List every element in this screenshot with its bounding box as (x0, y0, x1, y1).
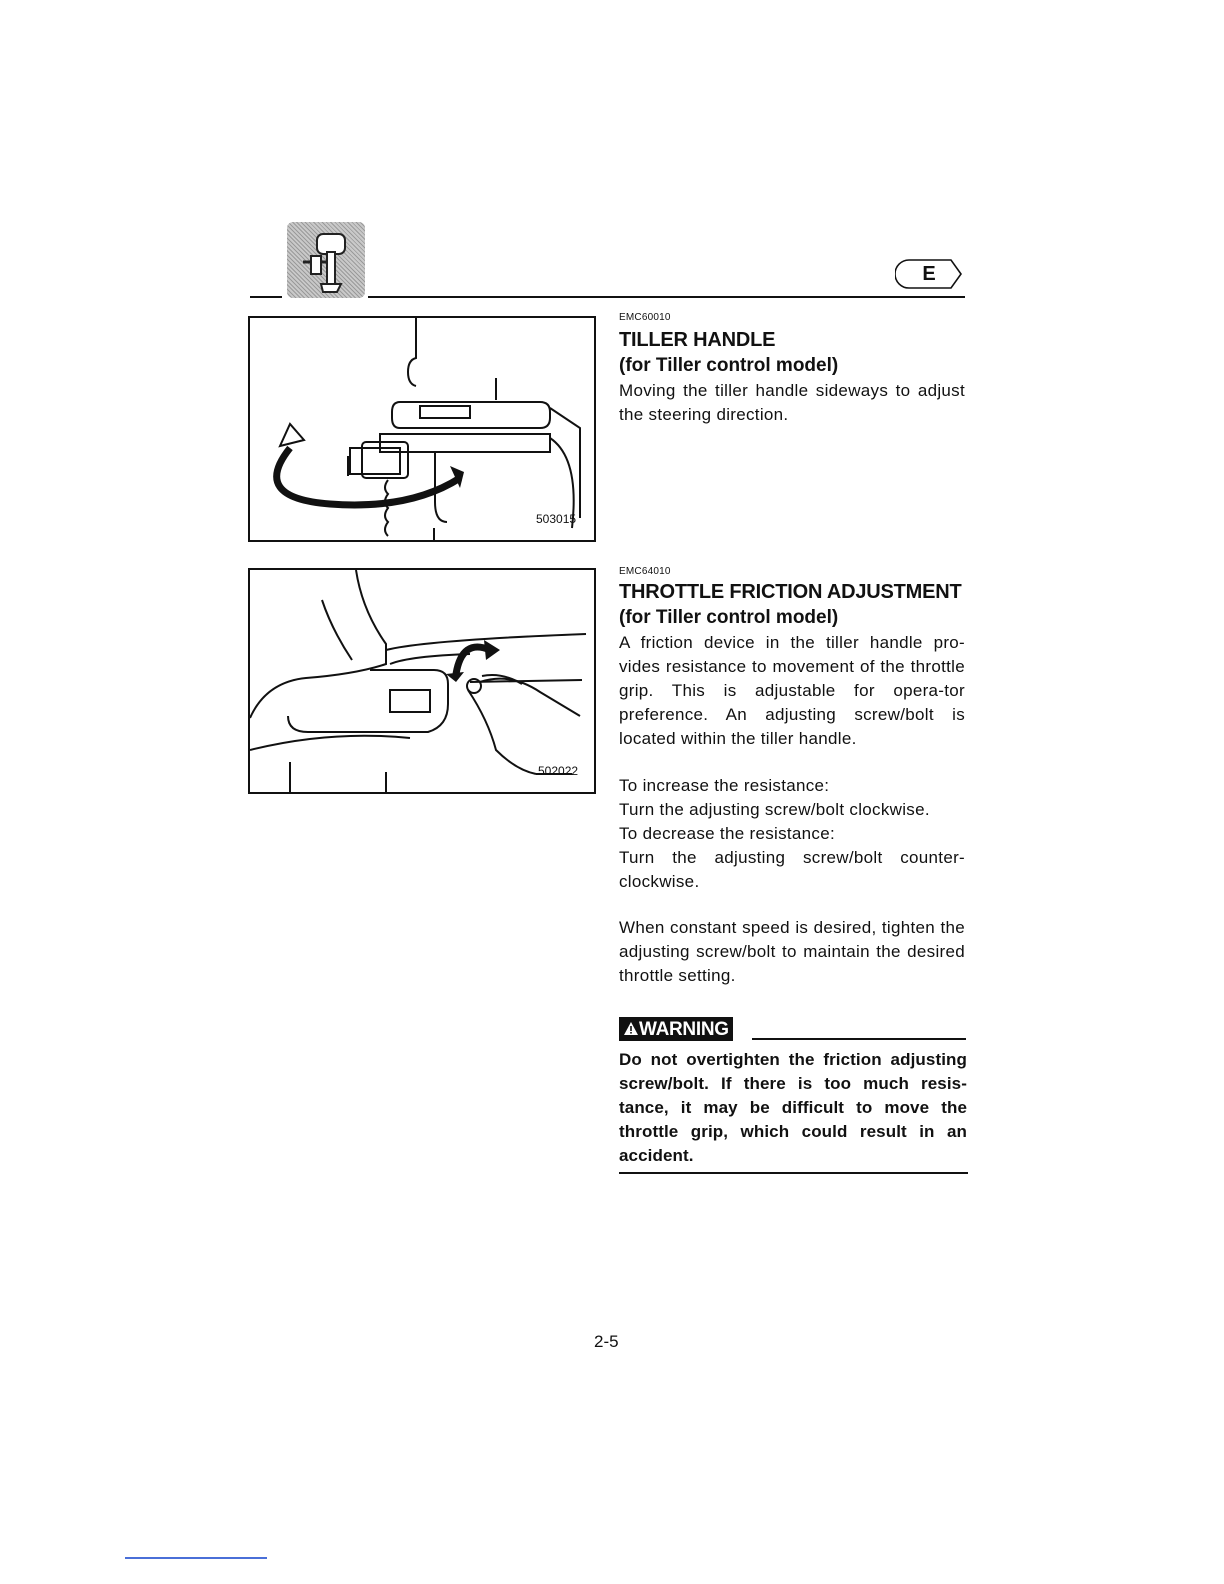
section-paragraph: To increase the resistance: (619, 776, 830, 795)
figure-tiller-handle (248, 316, 596, 542)
section-title: TILLER HANDLE (619, 329, 776, 351)
section-paragraph: Turn the adjusting screw/bolt counter-clockwise. (619, 848, 965, 891)
section-code: EMC64010 (619, 566, 671, 577)
outboard-motor-icon (287, 222, 365, 298)
warning-label (619, 1017, 733, 1041)
section-subtitle: (for Tiller control model) (619, 607, 839, 628)
warning-triangle-icon (623, 1021, 639, 1036)
language-letter: E (922, 263, 936, 285)
header-rule-left (250, 296, 282, 298)
header-rule (368, 296, 965, 298)
figure-throttle-friction (248, 568, 596, 794)
section-title: THROTTLE FRICTION ADJUSTMENT (619, 581, 962, 603)
section-subtitle: (for Tiller control model) (619, 355, 839, 376)
page-number: 2-5 (594, 1332, 619, 1351)
warning-rule (752, 1038, 966, 1040)
section-paragraph: To decrease the resistance: (619, 824, 835, 843)
warning-rule-bottom (619, 1172, 968, 1174)
figure-code: 503015 (536, 512, 577, 526)
section-paragraph: A friction device in the tiller handle pro-vides resistance to movement of the throttle grip. This is adjustable for opera-tor preference. An adjusting screw/bolt is located within the tiller handle. (619, 633, 965, 748)
tiller-handle-steering-illustration (250, 318, 594, 540)
section-paragraph: Moving the tiller handle sideways to adjust the steering direction. (619, 381, 965, 424)
language-badge (895, 258, 963, 290)
figure-code: 502022 (538, 764, 579, 778)
throttle-friction-adjustment-illustration (250, 570, 594, 792)
section-paragraph: When constant speed is desired, tighten the adjusting screw/bolt to maintain the desired throttle setting. (619, 918, 965, 985)
warning-text: Do not overtighten the friction adjusting screw/bolt. If there is too much resis-tance, it may be difficult to move the throttle grip, which could result in an accident. (619, 1050, 967, 1165)
section-code: EMC60010 (619, 312, 671, 323)
warning-label-text: WARNING (639, 1019, 729, 1040)
bottom-link-underline (125, 1557, 267, 1559)
section-paragraph: Turn the adjusting screw/bolt clockwise. (619, 800, 930, 819)
